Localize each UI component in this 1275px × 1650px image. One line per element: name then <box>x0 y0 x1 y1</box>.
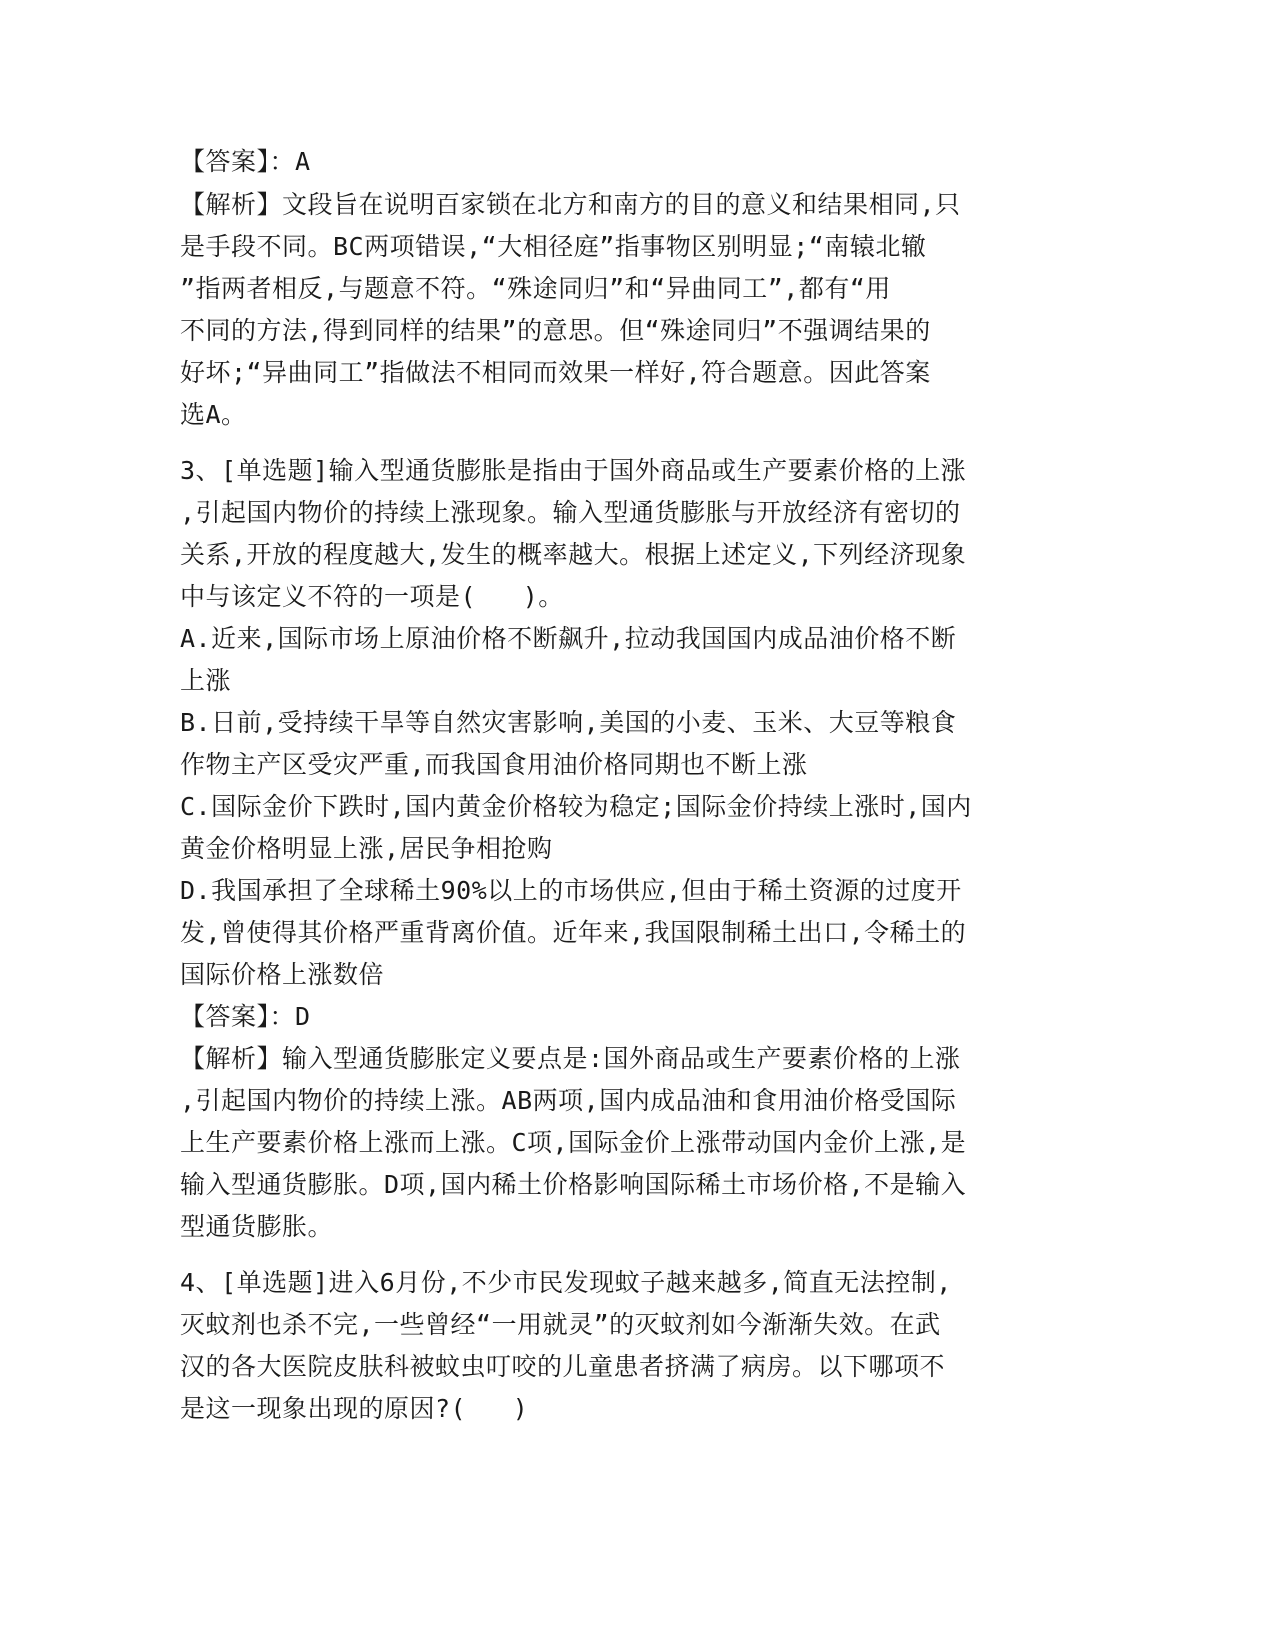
analysis-line: 好坏;“异曲同工”指做法不相同而效果一样好,符合题意。因此答案 <box>180 358 931 387</box>
analysis-line: 【解析】输入型通货膨胀定义要点是:国外商品或生产要素价格的上涨 <box>180 1044 961 1073</box>
analysis-line: 是手段不同。BC两项错误,“大相径庭”指事物区别明显;“南辕北辙 <box>180 232 927 261</box>
analysis-line: 输入型通货膨胀。D项,国内稀土价格影响国际稀土市场价格,不是输入 <box>180 1170 967 1199</box>
question-stem-line: ,引起国内物价的持续上涨现象。输入型通货膨胀与开放经济有密切的 <box>180 498 961 527</box>
analysis-line: 型通货膨胀。 <box>180 1212 334 1241</box>
analysis-line: ”指两者相反,与题意不符。“殊途同归”和“异曲同工”,都有“用 <box>180 274 891 303</box>
question-stem-line: 是这一现象出现的原因?( ) <box>180 1394 529 1423</box>
answer-label: 【答案】：D <box>180 1002 311 1031</box>
option-a: 上涨 <box>180 666 232 695</box>
analysis-line: 不同的方法,得到同样的结果”的意思。但“殊途同归”不强调结果的 <box>180 316 931 345</box>
option-b: B.日前,受持续干旱等自然灾害影响,美国的小麦、玉米、大豆等粮食 <box>180 708 957 737</box>
option-b: 作物主产区受灾严重,而我国食用油价格同期也不断上涨 <box>180 750 808 779</box>
analysis-line: ,引起国内物价的持续上涨。AB两项,国内成品油和食用油价格受国际 <box>180 1086 957 1115</box>
option-a: A.近来,国际市场上原油价格不断飙升,拉动我国国内成品油价格不断 <box>180 624 957 653</box>
question-stem-line: 汉的各大医院皮肤科被蚊虫叮咬的儿童患者挤满了病房。以下哪项不 <box>180 1352 946 1381</box>
question-stem-line: 中与该定义不符的一项是( )。 <box>180 582 564 611</box>
option-c: 黄金价格明显上涨,居民争相抢购 <box>180 834 553 863</box>
analysis-line: 【解析】文段旨在说明百家锁在北方和南方的目的意义和结果相同,只 <box>180 190 961 219</box>
question-stem-line: 4、[单选题]进入6月份,不少市民发现蚊子越来越多,简直无法控制, <box>180 1268 952 1297</box>
answer-label: 【答案】：A <box>180 147 311 176</box>
analysis-line: 上生产要素价格上涨而上涨。C项,国际金价上涨带动国内金价上涨,是 <box>180 1128 967 1157</box>
question-stem-line: 灭蚊剂也杀不完,一些曾经“一用就灵”的灭蚊剂如今渐渐失效。在武 <box>180 1310 941 1339</box>
analysis-line: 选A。 <box>180 400 247 429</box>
option-c: C.国际金价下跌时,国内黄金价格较为稳定;国际金价持续上涨时,国内 <box>180 792 972 821</box>
option-d: 发,曾使得其价格严重背离价值。近年来,我国限制稀土出口,令稀土的 <box>180 918 967 947</box>
question-stem-line: 3、[单选题]输入型通货膨胀是指由于国外商品或生产要素价格的上涨 <box>180 456 967 485</box>
question-stem-line: 关系,开放的程度越大,发生的概率越大。根据上述定义,下列经济现象 <box>180 540 967 569</box>
option-d: 国际价格上涨数倍 <box>180 960 385 989</box>
option-d: D.我国承担了全球稀土90%以上的市场供应,但由于稀土资源的过度开 <box>180 876 962 905</box>
